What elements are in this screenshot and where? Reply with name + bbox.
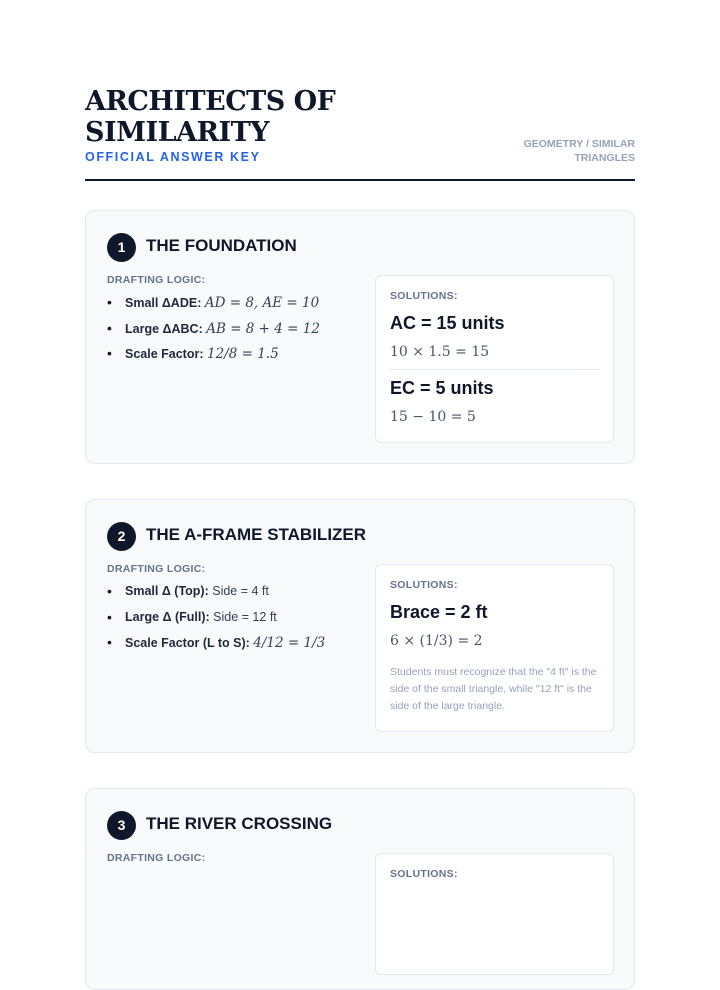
solutions-label: SOLUTIONS:: [390, 290, 458, 302]
solution-calculation: 10 × 1.5 = 15: [390, 344, 490, 360]
list-item: [107, 321, 320, 347]
section-card-2: [85, 499, 635, 753]
solution-divider: [390, 369, 599, 370]
solutions-box: [375, 853, 614, 975]
section-number-badge: 2: [107, 522, 136, 551]
logic-item-label: Scale Factor (L to S):: [125, 636, 250, 650]
solution-calculation: 6 × (1/3) = 2: [390, 633, 483, 649]
category-label: GEOMETRY / SIMILAR TRIANGLES: [523, 138, 635, 164]
logic-item-math: 12/8 = 1.5: [207, 346, 279, 362]
solutions-box: [375, 275, 614, 443]
page-subtitle: OFFICIAL ANSWER KEY: [85, 150, 261, 164]
section-title: THE A-FRAME STABILIZER: [146, 525, 367, 544]
section-title: THE RIVER CROSSING: [146, 814, 333, 833]
logic-item-math: AD = 8, AE = 10: [204, 295, 320, 311]
solutions-label: SOLUTIONS:: [390, 868, 458, 880]
logic-item-label: Large ΔABC:: [125, 321, 203, 336]
section-number-badge: 3: [107, 811, 136, 840]
list-item: [107, 584, 325, 610]
solutions-label: SOLUTIONS:: [390, 579, 458, 591]
page-title: ARCHITECTS OF SIMILARITY: [85, 86, 336, 148]
solution-note: Students must recognize that the "4 ft" is the side of the small triangle, while "12 ft" is the side of the large triangle.: [390, 666, 597, 712]
drafting-logic-label: DRAFTING LOGIC:: [107, 852, 206, 864]
list-item: [107, 295, 320, 321]
solution-answer: AC = 15 units: [390, 313, 505, 333]
list-item: [107, 346, 320, 372]
section-number-badge: 1: [107, 233, 136, 262]
logic-item-value: Side = 12 ft: [213, 609, 277, 624]
drafting-logic-list: [107, 584, 325, 661]
logic-item-label: Scale Factor:: [125, 347, 204, 361]
list-item: [107, 610, 325, 636]
logic-item-label: Large Δ (Full):: [125, 609, 210, 624]
drafting-logic-list: [107, 295, 320, 372]
drafting-logic-label: DRAFTING LOGIC:: [107, 274, 206, 286]
solution-calculation: 15 − 10 = 5: [390, 409, 476, 425]
solution-answer: EC = 5 units: [390, 378, 494, 398]
logic-item-value: Side = 4 ft: [212, 584, 269, 598]
list-item: [107, 635, 325, 661]
logic-item-label: Small ΔADE:: [125, 296, 202, 310]
solutions-box: [375, 564, 614, 732]
section-card-3: [85, 788, 635, 990]
header-divider: [85, 179, 635, 181]
section-card-1: [85, 210, 635, 464]
logic-item-math: 4/12 = 1/3: [253, 635, 326, 651]
solution-answer: Brace = 2 ft: [390, 602, 488, 622]
logic-item-label: Small Δ (Top):: [125, 584, 209, 598]
section-title: THE FOUNDATION: [146, 236, 297, 255]
logic-item-math: AB = 8 + 4 = 12: [206, 320, 320, 337]
drafting-logic-label: DRAFTING LOGIC:: [107, 563, 206, 575]
